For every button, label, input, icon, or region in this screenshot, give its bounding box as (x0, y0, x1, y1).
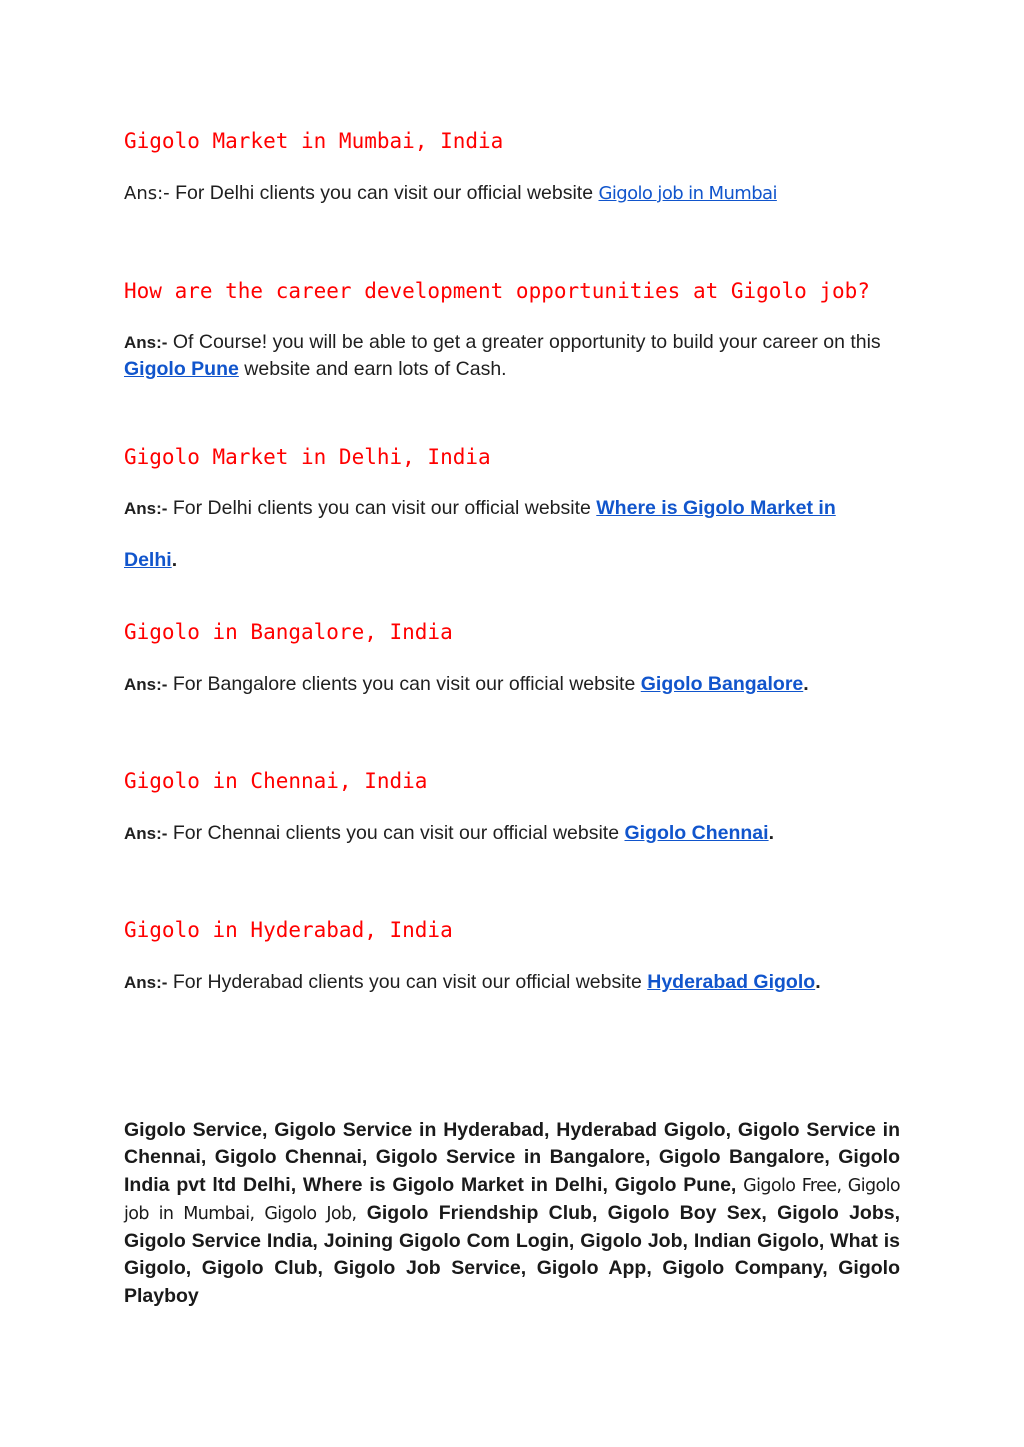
answer-mumbai (124, 180, 900, 207)
answer-text-after: . (815, 971, 821, 993)
heading-delhi: Gigolo Market in Delhi, India (124, 445, 491, 469)
ans-label: Ans: (124, 183, 164, 204)
link-hyderabad-gigolo[interactable]: Hyderabad Gigolo (647, 971, 816, 993)
answer-text-after: . (171, 549, 178, 571)
link-gigolo-chennai[interactable]: Gigolo Chennai (624, 822, 769, 844)
answer-text: For Delhi clients you can visit our official website (169, 182, 599, 204)
link-gigolo-market-delhi[interactable]: Where is Gigolo Market in (596, 497, 836, 519)
answer-delhi-cont (124, 547, 900, 574)
ans-label: Ans:- (124, 824, 168, 843)
ans-dash: - (163, 182, 170, 204)
answer-hyderabad (124, 969, 900, 996)
answer-career (124, 329, 900, 383)
answer-text-after: . (768, 822, 774, 844)
heading-bangalore: Gigolo in Bangalore, India (124, 620, 453, 644)
ans-label: Ans:- (124, 499, 168, 518)
answer-text-after: website and earn lots of Cash. (238, 358, 507, 380)
link-gigolo-bangalore[interactable]: Gigolo Bangalore (640, 673, 804, 695)
link-gigolo-pune[interactable]: Gigolo Pune (124, 358, 239, 380)
answer-chennai (124, 820, 900, 847)
link-delhi[interactable]: Delhi (124, 549, 172, 571)
ans-label: Ans:- (124, 675, 168, 694)
keywords-part1: Gigolo Service, Gigolo Service in Hyderabad, Hyderabad Gigolo, Gigolo Service in Chennai, Gigolo Chennai, Gigolo Service in Bangalore, Gigolo Bangalore, Gigolo India pvt ltd Delhi, Where is Gigolo Market in Delhi, Gigolo Pune, (124, 1119, 900, 1196)
heading-chennai: Gigolo in Chennai, India (124, 769, 428, 793)
heading-mumbai: Gigolo Market in Mumbai, India (124, 129, 504, 153)
answer-text: For Delhi clients you can visit our official website (167, 497, 597, 519)
keywords-paragraph (124, 1117, 900, 1310)
keywords-part2: Gigolo Friendship Club, Gigolo Boy Sex, Gigolo Jobs, Gigolo Service India, Joining Gigolo Com Login, Gigolo Job, Indian Gigolo, What is Gigolo, Gigolo Club, Gigolo Job Service, Gigolo App, Gigolo Company, Gigolo Playboy (124, 1201, 900, 1307)
ans-label: Ans:- (124, 333, 168, 352)
answer-text: For Chennai clients you can visit our official website (167, 822, 625, 844)
answer-bangalore (124, 671, 900, 698)
heading-career: How are the career development opportunities at Gigolo job? (124, 279, 870, 303)
ans-label: Ans:- (124, 973, 168, 992)
answer-text: For Bangalore clients you can visit our official website (167, 673, 641, 695)
keywords-thin: Gigolo Free, Gigolo job in Mumbai, Gigolo Job, (124, 1175, 900, 1224)
answer-delhi (124, 495, 900, 522)
link-gigolo-job-mumbai[interactable]: Gigolo job in Mumbai (598, 183, 777, 204)
answer-text: Of Course! you will be able to get a greater opportunity to build your career on this (167, 331, 881, 353)
answer-text: For Hyderabad clients you can visit our official website (167, 971, 648, 993)
answer-text-after: . (803, 673, 809, 695)
heading-hyderabad: Gigolo in Hyderabad, India (124, 918, 453, 942)
